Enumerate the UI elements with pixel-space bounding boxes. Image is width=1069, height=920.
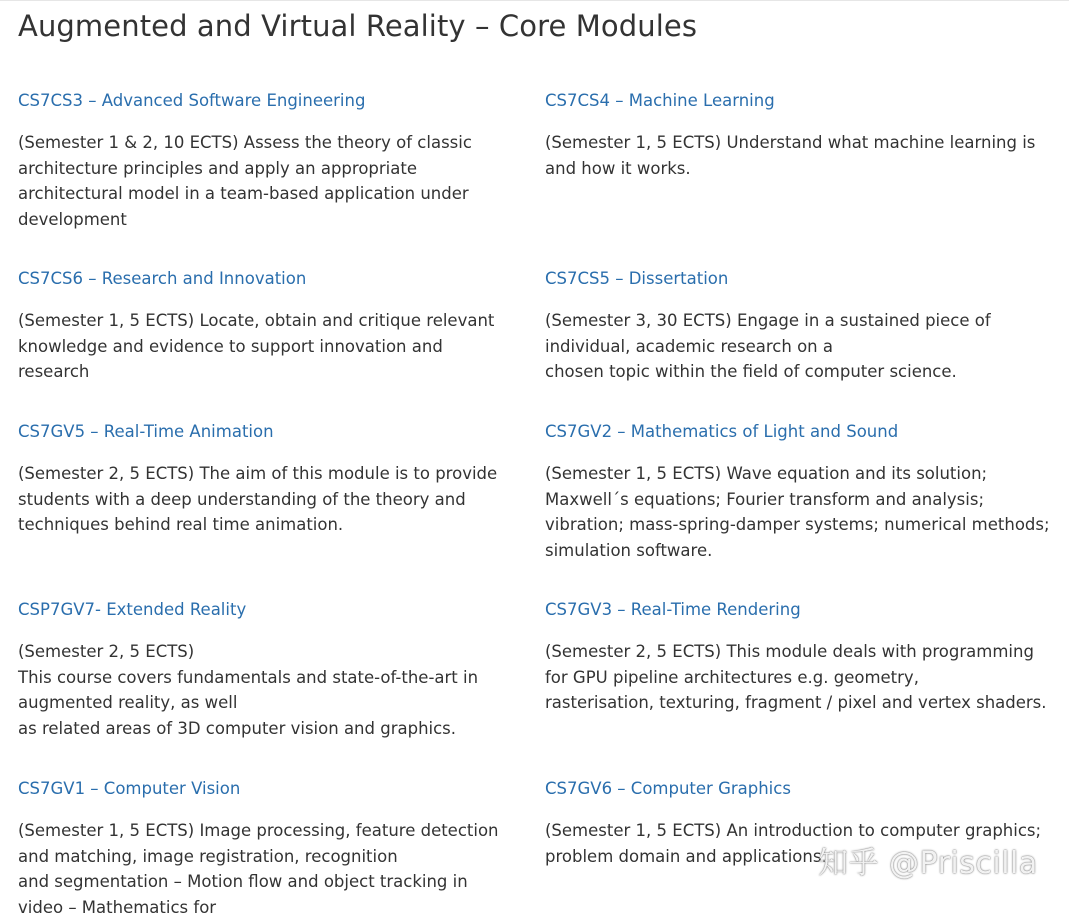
module-link-cs7cs6[interactable]: CS7CS6 – Research and Innovation [18,267,518,291]
description-line: as related areas of 3D computer vision and graphics. [18,716,478,742]
page-title: Augmented and Virtual Reality – Core Modules [18,6,697,46]
description-line: techniques behind real time animation. [18,512,497,538]
module-card [18,777,518,801]
module-link-cs7gv1[interactable]: CS7GV1 – Computer Vision [18,777,518,801]
module-description [545,461,1050,563]
module-description [545,130,1035,181]
description-line: and how it works. [545,156,1035,182]
module-card [545,89,1045,113]
description-line: (Semester 1 & 2, 10 ECTS) Assess the theory of classic [18,130,472,156]
description-line: architecture principles and apply an appropriate [18,156,472,182]
module-card [18,598,518,622]
description-line: for GPU pipeline architectures e.g. geometry, [545,665,1047,691]
description-line: (Semester 1, 5 ECTS) An introduction to computer graphics; [545,818,1041,844]
description-line: Maxwell´s equations; Fourier transform and analysis; [545,487,1050,513]
description-line: knowledge and evidence to support innovation and [18,334,494,360]
description-line: (Semester 2, 5 ECTS) [18,639,478,665]
module-description [545,308,991,385]
description-line: vibration; mass-spring-damper systems; numerical methods; [545,512,1050,538]
description-line: simulation software. [545,538,1050,564]
description-line: chosen topic within the field of computer science. [545,359,991,385]
description-line: (Semester 2, 5 ECTS) This module deals with programming [545,639,1047,665]
description-line: This course covers fundamentals and state-of-the-art in [18,665,478,691]
module-description [18,818,499,920]
module-link-csp7gv7[interactable]: CSP7GV7- Extended Reality [18,598,518,622]
description-line: students with a deep understanding of the theory and [18,487,497,513]
module-card [18,89,518,113]
description-line: (Semester 1, 5 ECTS) Image processing, feature detection [18,818,499,844]
description-line: augmented reality, as well [18,690,478,716]
description-line: research [18,359,494,385]
module-card [18,267,518,291]
module-card [545,777,1045,801]
module-card [18,420,518,444]
module-description [545,639,1047,716]
module-link-cs7cs4[interactable]: CS7CS4 – Machine Learning [545,89,1045,113]
module-card [545,267,1045,291]
description-line: (Semester 2, 5 ECTS) The aim of this module is to provide [18,461,497,487]
description-line: (Semester 1, 5 ECTS) Wave equation and its solution; [545,461,1050,487]
description-line: architectural model in a team-based application under [18,181,472,207]
description-line: rasterisation, texturing, fragment / pixel and vertex shaders. [545,690,1047,716]
module-link-cs7gv2[interactable]: CS7GV2 – Mathematics of Light and Sound [545,420,1045,444]
description-line: video – Mathematics for [18,895,499,920]
module-description [18,308,494,385]
description-line: (Semester 1, 5 ECTS) Locate, obtain and critique relevant [18,308,494,334]
module-card [545,420,1045,444]
description-line: and segmentation – Motion flow and object tracking in [18,869,499,895]
module-link-cs7gv3[interactable]: CS7GV3 – Real-Time Rendering [545,598,1045,622]
description-line: (Semester 1, 5 ECTS) Understand what machine learning is [545,130,1035,156]
module-link-cs7gv5[interactable]: CS7GV5 – Real-Time Animation [18,420,518,444]
module-card [545,598,1045,622]
description-line: and matching, image registration, recognition [18,844,499,870]
module-link-cs7cs5[interactable]: CS7CS5 – Dissertation [545,267,1045,291]
module-description [18,130,472,232]
description-line: development [18,207,472,233]
watermark: 知乎 @Priscilla [818,844,1038,884]
module-link-cs7gv6[interactable]: CS7GV6 – Computer Graphics [545,777,1045,801]
description-line: individual, academic research on a [545,334,991,360]
description-line: problem domain and applications. [545,844,1041,870]
module-description [18,639,478,741]
module-link-cs7cs3[interactable]: CS7CS3 – Advanced Software Engineering [18,89,518,113]
module-description [18,461,497,538]
description-line: (Semester 3, 30 ECTS) Engage in a sustained piece of [545,308,991,334]
